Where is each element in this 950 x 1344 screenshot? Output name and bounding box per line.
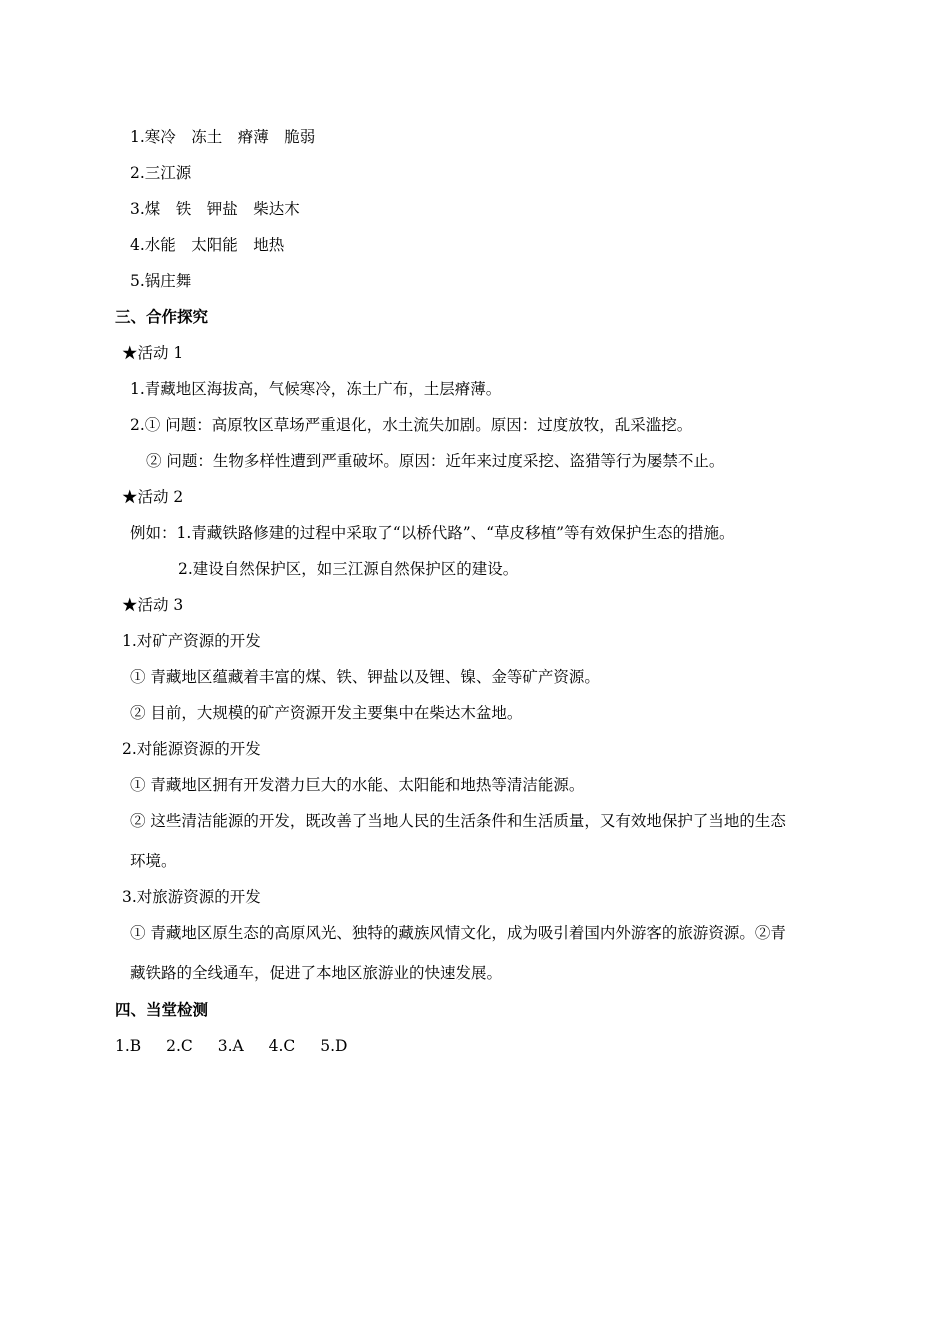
activity-1-item-1: 1.青藏地区海拔高，气候寒冷，冻土广布，土层瘠薄。 <box>130 380 502 398</box>
activity-2-item-2: 2.建设自然保护区，如三江源自然保护区的建设。 <box>178 560 519 578</box>
activity-3-title: ★活动 3 <box>122 596 184 614</box>
tourism-resources-title: 3.对旅游资源的开发 <box>122 888 261 906</box>
mineral-point-2: ② 目前，大规模的矿产资源开发主要集中在柴达木盆地。 <box>130 704 523 722</box>
answer-line-3: 3.煤 铁 钾盐 柴达木 <box>130 200 300 218</box>
activity-1-title: ★活动 1 <box>122 344 184 362</box>
tourism-point-line-1: ① 青藏地区原生态的高原风光、独特的藏族风情文化，成为吸引着国内外游客的旅游资源。②青 <box>130 924 786 942</box>
answer-line-4: 4.水能 太阳能 地热 <box>130 236 285 254</box>
energy-point-2-line-1: ② 这些清洁能源的开发，既改善了当地人民的生活条件和生活质量，又有效地保护了当地的生态 <box>130 812 786 830</box>
test-answer-1: 1.B <box>115 1037 142 1055</box>
mineral-resources-title: 1.对矿产资源的开发 <box>122 632 261 650</box>
mineral-point-1: ① 青藏地区蕴藏着丰富的煤、铁、钾盐以及锂、镍、金等矿产资源。 <box>130 668 600 686</box>
test-answer-2: 2.C <box>166 1037 193 1055</box>
tourism-point-line-2: 藏铁路的全线通车，促进了本地区旅游业的快速发展。 <box>130 964 503 982</box>
answer-line-2: 2.三江源 <box>130 164 192 182</box>
activity-2-item-1: 例如：1.青藏铁路修建的过程中采取了“以桥代路”、“草皮移植”等有效保护生态的措施。 <box>130 524 735 542</box>
test-answer-5: 5.D <box>320 1037 348 1055</box>
energy-resources-title: 2.对能源资源的开发 <box>122 740 261 758</box>
energy-point-2-line-2: 环境。 <box>130 852 177 870</box>
activity-1-item-2b: ② 问题：生物多样性遭到严重破坏。原因：近年来过度采挖、盗猎等行为屡禁不止。 <box>146 452 725 470</box>
test-answers <box>115 1036 347 1056</box>
test-answer-3: 3.A <box>217 1037 244 1055</box>
answer-line-1: 1.寒冷 冻土 瘠薄 脆弱 <box>130 128 316 146</box>
activity-2-title: ★活动 2 <box>122 488 184 506</box>
activity-1-item-2a: 2.① 问题：高原牧区草场严重退化，水土流失加剧。原因：过度放牧，乱采滥挖。 <box>130 416 693 434</box>
section-heading-cooperative-inquiry: 三、合作探究 <box>115 308 209 326</box>
answer-line-5: 5.锅庄舞 <box>130 272 192 290</box>
energy-point-1: ① 青藏地区拥有开发潜力巨大的水能、太阳能和地热等清洁能源。 <box>130 776 585 794</box>
section-heading-class-test: 四、当堂检测 <box>115 1001 209 1019</box>
test-answer-4: 4.C <box>268 1037 296 1055</box>
